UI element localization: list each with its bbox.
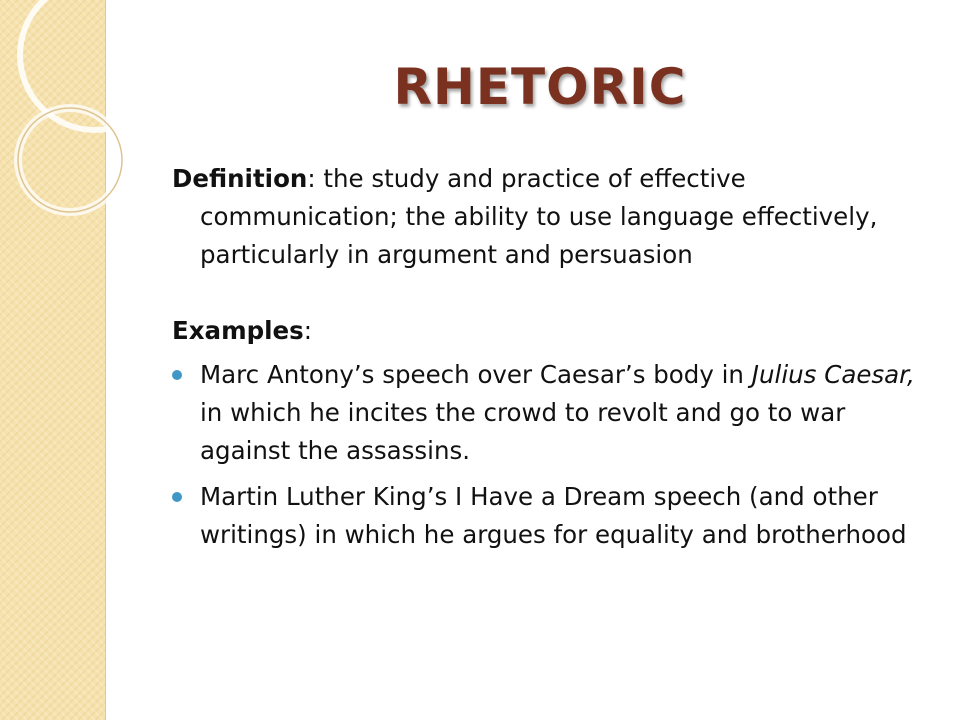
examples-heading: [172, 312, 942, 350]
example-text-before: Marc Antony’s speech over Caesar’s body in: [200, 360, 752, 389]
definition-paragraph: [172, 160, 942, 274]
slide-title: RHETORIC: [393, 58, 687, 116]
definition-text: : the study and practice of effective communication; the ability to use language effectively, particularly in argument and persuasion: [200, 164, 878, 269]
list-item: [172, 356, 942, 470]
list-item: [172, 478, 942, 554]
decorative-circles: [0, 0, 160, 260]
slide-content: [172, 160, 942, 562]
spacer: [172, 274, 942, 312]
examples-label: Examples: [172, 316, 304, 345]
bullet-icon: [172, 370, 182, 380]
example-text: Martin Luther King’s I Have a Dream speech (and other writings) in which he argues for equality and brotherhood: [200, 482, 907, 549]
examples-colon: :: [303, 316, 313, 345]
bullet-icon: [172, 492, 182, 502]
example-title-italic: Julius Caesar,: [751, 360, 915, 389]
example-text-after: in which he incites the crowd to revolt and go to war against the assassins.: [200, 398, 846, 465]
definition-label: Definition: [172, 164, 308, 193]
examples-list: [172, 356, 942, 554]
